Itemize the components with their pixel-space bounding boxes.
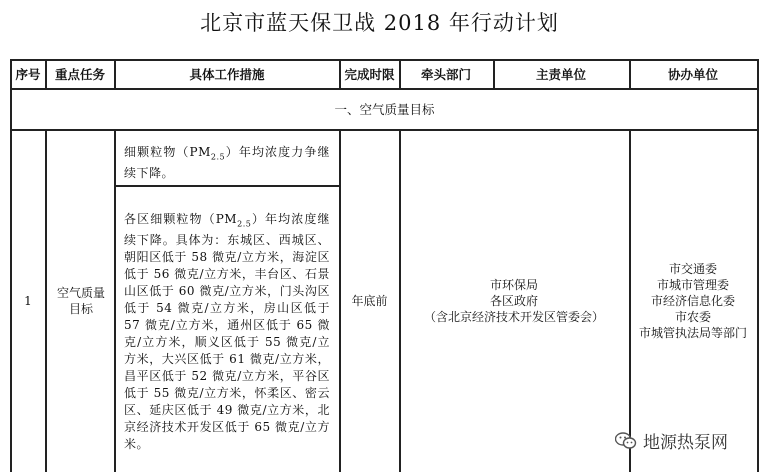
watermark-text: 地源热泵网	[643, 433, 728, 453]
measure-citywide	[114, 144, 340, 182]
row-assist-unit	[629, 130, 757, 472]
section-title: 一、空气质量目标	[334, 102, 435, 117]
wechat-icon	[615, 432, 637, 450]
lead-dept-line-1: 市环保局	[489, 278, 538, 292]
page-title: 北京市蓝天保卫战 2018 年行动计划	[200, 11, 559, 35]
header-lead-dept: 牵头部门	[420, 67, 471, 82]
lead-dept-line-3: （含北京经济技术开发区管委会）	[423, 310, 604, 324]
assist-line-5: 市城管执法局等部门	[638, 326, 747, 340]
header-assist-unit: 协办单位	[667, 67, 718, 82]
row-lead-dept	[399, 130, 629, 472]
header-deadline: 完成时限	[344, 67, 395, 82]
assist-line-2: 市城市管理委	[656, 278, 729, 292]
plan-table	[10, 59, 759, 472]
measure-districts-text: 各区细颗粒物$(PM_{2.5})$年均浓度继续下降。具体为：东城区、西城区、朝阳区低于 58 微克/立方米，海淀区低于 56 微克/立方米，丰台区、石景山区低于 60 微克/立方米，门头沟区低于 54 微克/立方米，房山区低于 57 微克/立方米，通州区低于 65 微克/立方米，顺义区低于 55 微克/立方米，大兴区低于 61 微克/立方米，昌平区低于 52 微克/立方米，平谷区低于 55 微克/立方米，怀柔区、密云区、延庆区低于 49 微克/立方米，北京经济技术开发区低于 65 微克/立方米。	[124, 212, 330, 452]
header-index: 序号	[15, 67, 41, 82]
row-deadline: 年底前	[351, 294, 388, 308]
row-index: 1	[24, 294, 32, 308]
assist-line-4: 市农委	[674, 310, 711, 324]
header-task: 重点任务	[54, 67, 105, 82]
watermark	[615, 428, 728, 453]
measure-districts	[114, 211, 340, 453]
header-responsible-unit: 主责单位	[535, 67, 586, 82]
assist-line-3: 市经济信息化委	[650, 294, 735, 308]
lead-dept-line-2: 各区政府	[489, 294, 538, 308]
measure-citywide-text: 细颗粒物$(PM_{2.5})$年均浓度力争继续下降。	[124, 145, 330, 181]
row-task: 空气质量目标	[56, 286, 105, 316]
header-measures: 具体工作措施	[189, 67, 265, 82]
assist-line-1: 市交通委	[668, 262, 717, 276]
